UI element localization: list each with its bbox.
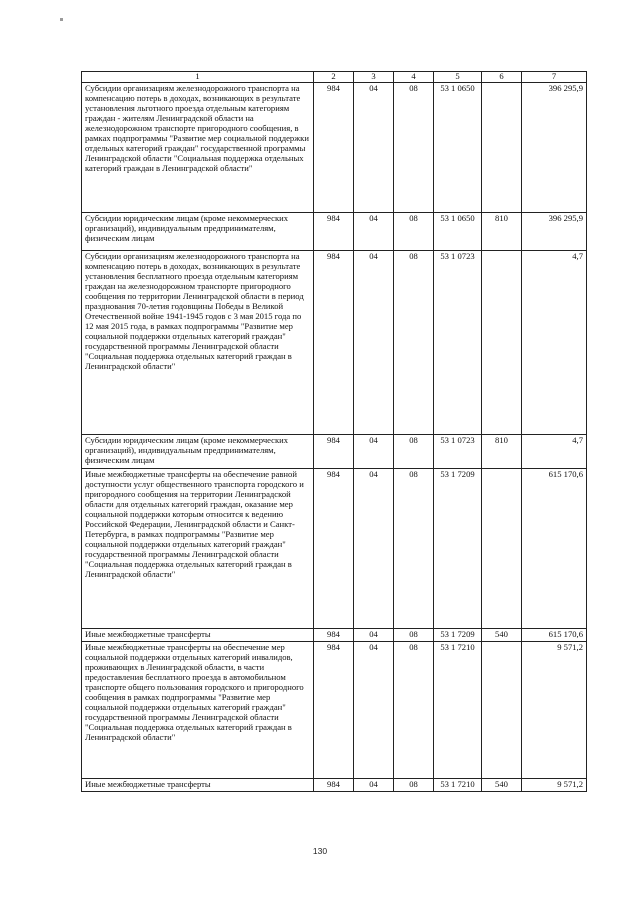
amount: 615 170,6 [522,469,587,629]
expense-type-code: 810 [482,213,522,251]
target-article-code: 53 1 7210 [434,779,482,792]
header-cell: 6 [482,72,522,83]
admin-code: 984 [314,629,354,642]
target-article-code: 53 1 0723 [434,435,482,469]
table-row [82,779,587,792]
subsection-code: 08 [394,213,434,251]
subsection-code: 08 [394,435,434,469]
header-cell: 4 [394,72,434,83]
admin-code: 984 [314,435,354,469]
budget-table [81,71,587,792]
amount: 9 571,2 [522,779,587,792]
row-name: Субсидии организациям железнодорожного транспорта на компенсацию потерь в доходах, возникающих в результате установления льготного проезда отдельным категориям граждан - жителям Ленинградской области на железнодорожном транспорте пригородного сообщения, в рамках подпрограммы "Развитие мер социальной поддержки отдельных категорий граждан" государственной программы Ленинградской области "Социальная поддержка отдельных категорий граждан в Ленинградской области" [82,83,314,213]
amount: 9 571,2 [522,642,587,779]
page-number: 130 [312,846,328,856]
row-name: Субсидии юридическим лицам (кроме некоммерческих организаций), индивидуальным предпринимателям, физическим лицам [82,435,314,469]
row-name: Субсидии организациям железнодорожного транспорта на компенсацию потерь в доходах, возникающих в результате установления бесплатного проезда отдельным категориям граждан на железнодорожном транспорте пригородного сообщения по территории Ленинградской области в период празднования 70-летия годовщины Победы в Великой Отечественной войне 1941-1945 годов с 3 мая 2015 года по 12 мая 2015 года, в рамках подпрограммы "Развитие мер социальной поддержки отдельных категорий граждан" государственной программы Ленинградской области "Социальная поддержка отдельных категорий граждан в Ленинградской области" [82,251,314,435]
expense-type-code [482,251,522,435]
subsection-code: 08 [394,779,434,792]
admin-code: 984 [314,83,354,213]
section-code: 04 [354,779,394,792]
target-article-code: 53 1 0650 [434,83,482,213]
row-name: Иные межбюджетные трансферты на обеспечение мер социальной поддержки отдельных категорий инвалидов, проживающих в Ленинградской области, в части предоставления бесплатного проезда в автомобильном транспорте общего пользования городского и пригородного сообщения в рамках подпрограммы "Развитие мер социальной поддержки отдельных категорий граждан" государственной программы Ленинградской области "Социальная поддержка отдельных категорий граждан в Ленинградской области" [82,642,314,779]
admin-code: 984 [314,642,354,779]
amount: 396 295,9 [522,213,587,251]
section-code: 04 [354,629,394,642]
amount: 615 170,6 [522,629,587,642]
row-name: Субсидии юридическим лицам (кроме некоммерческих организаций), индивидуальным предпринимателям, физическим лицам [82,213,314,251]
admin-code: 984 [314,213,354,251]
table-header-row [82,72,587,83]
target-article-code: 53 1 7210 [434,642,482,779]
expense-type-code: 540 [482,629,522,642]
expense-type-code [482,469,522,629]
row-name: Иные межбюджетные трансферты [82,779,314,792]
target-article-code: 53 1 7209 [434,469,482,629]
header-cell: 7 [522,72,587,83]
amount: 396 295,9 [522,83,587,213]
table-row [82,213,587,251]
subsection-code: 08 [394,642,434,779]
section-code: 04 [354,435,394,469]
expense-type-code: 810 [482,435,522,469]
subsection-code: 08 [394,251,434,435]
subsection-code: 08 [394,629,434,642]
table-row [82,642,587,779]
header-cell: 1 [82,72,314,83]
table-row [82,83,587,213]
row-name: Иные межбюджетные трансферты на обеспечение равной доступности услуг общественного транспорта городского и пригородного сообщения на территории Ленинградской области для отдельных категорий граждан, оказание мер социальной поддержки которым относится к ведению Российской Федерации, Ленинградской области и Санкт-Петербурга, в рамках подпрограммы "Развитие мер социальной поддержки отдельных категорий граждан" государственной программы Ленинградской области "Социальная поддержка отдельных категорий граждан в Ленинградской области" [82,469,314,629]
table-row [82,251,587,435]
section-code: 04 [354,642,394,779]
header-cell: 5 [434,72,482,83]
admin-code: 984 [314,469,354,629]
amount: 4,7 [522,435,587,469]
section-code: 04 [354,469,394,629]
subsection-code: 08 [394,83,434,213]
table-row [82,435,587,469]
section-code: 04 [354,213,394,251]
admin-code: 984 [314,251,354,435]
section-code: 04 [354,83,394,213]
expense-type-code [482,83,522,213]
target-article-code: 53 1 7209 [434,629,482,642]
amount: 4,7 [522,251,587,435]
expense-type-code [482,642,522,779]
scan-dot [60,18,63,21]
section-code: 04 [354,251,394,435]
target-article-code: 53 1 0650 [434,213,482,251]
admin-code: 984 [314,779,354,792]
header-cell: 3 [354,72,394,83]
target-article-code: 53 1 0723 [434,251,482,435]
header-cell: 2 [314,72,354,83]
row-name: Иные межбюджетные трансферты [82,629,314,642]
table-row [82,629,587,642]
subsection-code: 08 [394,469,434,629]
table-row [82,469,587,629]
expense-type-code: 540 [482,779,522,792]
